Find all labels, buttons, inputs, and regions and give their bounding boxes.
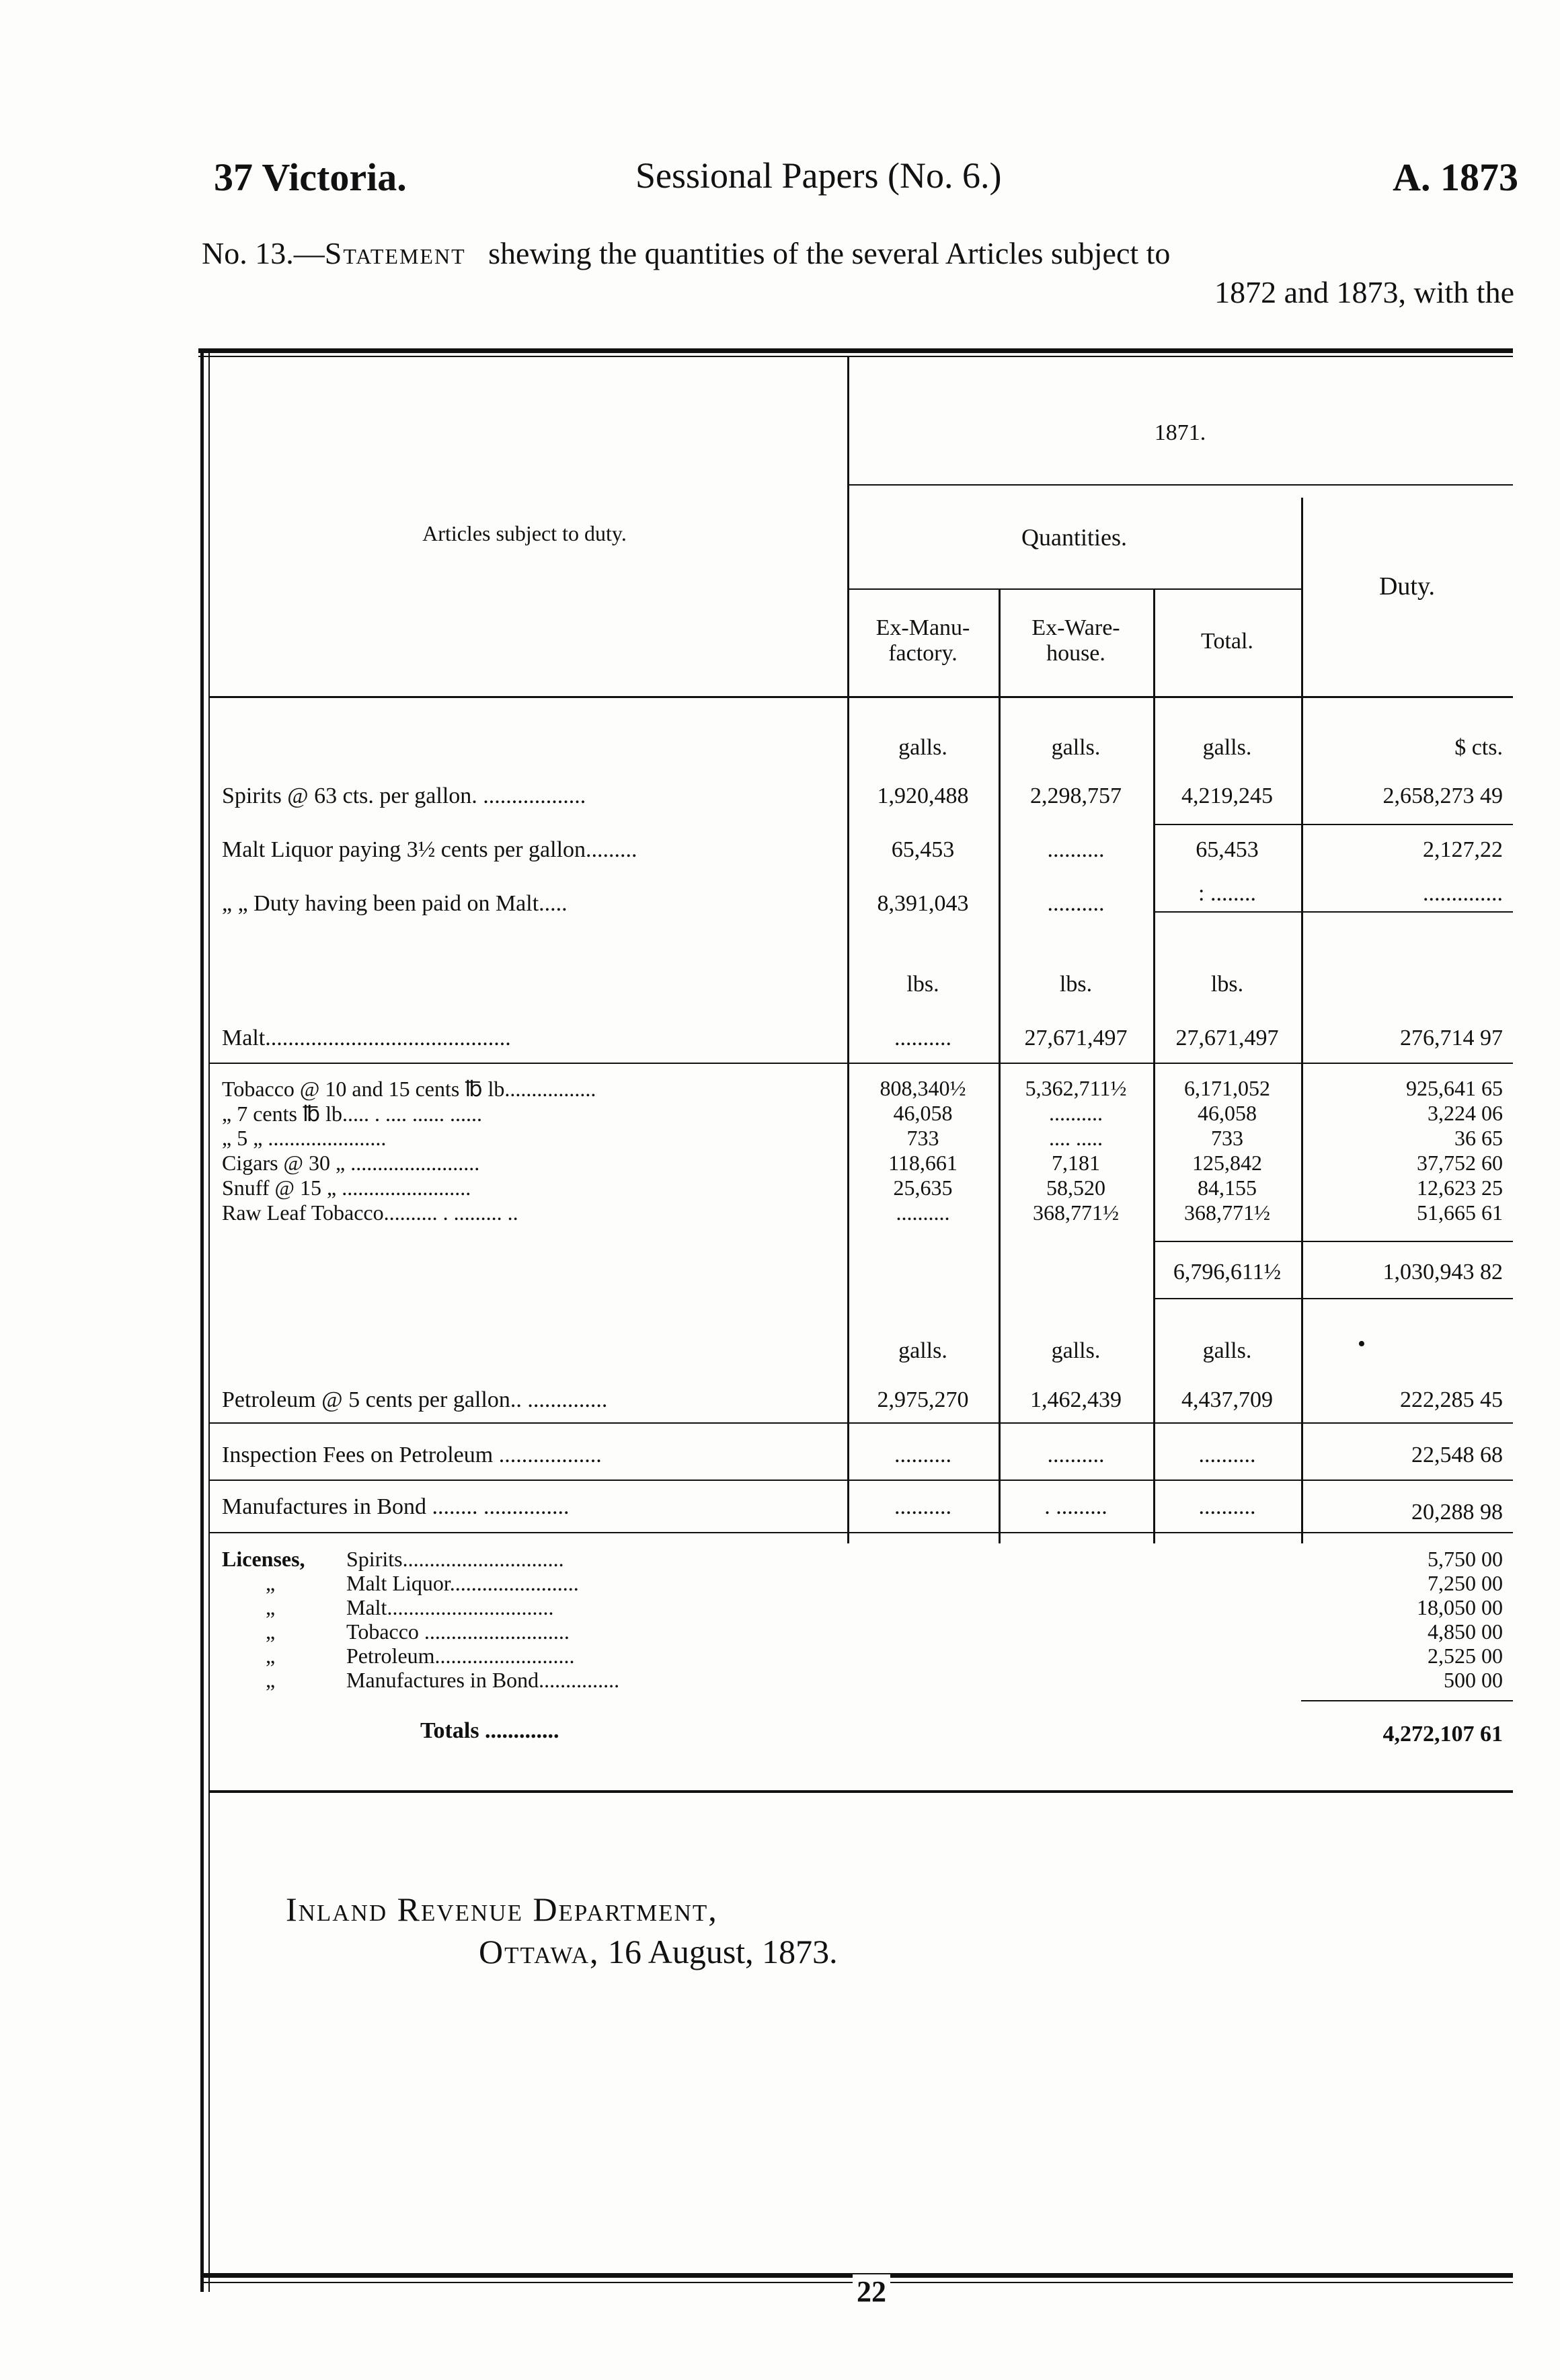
header-center: Sessional Papers (No. 6.): [635, 155, 1002, 196]
row-label-inspection: Inspection Fees on Petroleum ..................: [222, 1443, 602, 1467]
hline-licenses: [1301, 1700, 1513, 1701]
footer-date: 16 August, 1873.: [607, 1933, 838, 1970]
cell-malt-liquor-exm: 65,453: [891, 837, 955, 862]
totals-label: Totals .............: [420, 1718, 559, 1743]
table-left-border: [200, 348, 204, 2292]
cell-inspection-duty: 22,548 68: [1411, 1443, 1503, 1467]
hline-malt-liquor: [1153, 911, 1513, 913]
unit2-total: galls.: [1202, 1338, 1252, 1363]
license-prefix-2: „: [266, 1595, 276, 1619]
hline-bond: [208, 1532, 1513, 1533]
row-label-tobacco-5: „ 5 „ ......................: [222, 1126, 387, 1150]
cell-malt-liquor-total: 65,453: [1196, 837, 1259, 862]
license-duty-bond: 500 00: [1444, 1668, 1503, 1692]
cell-inspection-exm: ..........: [894, 1443, 951, 1467]
row-label-malt: Malt...........................................: [222, 1026, 511, 1050]
caption-statement: Statement: [324, 236, 466, 270]
row-label-malt-liquor: Malt Liquor paying 3½ cents per gallon.........: [222, 837, 637, 862]
cell-petroleum-exw: 1,462,439: [1030, 1387, 1122, 1412]
license-prefix-4: „: [266, 1644, 276, 1668]
cell-cigars-total: 125,842: [1192, 1151, 1262, 1175]
license-duty-petroleum: 2,525 00: [1428, 1644, 1503, 1668]
cell-raw-leaf-exw: 368,771½: [1033, 1200, 1119, 1225]
cell-cigars-exw: 7,181: [1052, 1151, 1100, 1175]
unit-lbs-total: lbs.: [1210, 972, 1244, 997]
footer-department: Inland Revenue Department,: [286, 1890, 718, 1928]
cell-petroleum-duty: 222,285 45: [1400, 1387, 1503, 1412]
cell-tobacco-duty-total: 1,030,943 82: [1382, 1260, 1503, 1284]
ex-manufactory-line2: factory.: [888, 641, 958, 666]
unit2-duty-mark: •: [1358, 1332, 1366, 1356]
year-header: 1871.: [1154, 420, 1206, 445]
caption-line1: [202, 235, 1170, 271]
license-duty-spirits: 5,750 00: [1428, 1547, 1503, 1571]
cell-bond-exm: ..........: [894, 1494, 951, 1519]
cell-snuff-exm: 25,635: [893, 1176, 953, 1200]
hline-tobacco-sum: [1153, 1241, 1513, 1242]
hline-quantities: [847, 588, 1301, 590]
ex-manufactory-header: [847, 615, 999, 666]
caption-line2: 1872 and 1873, with the: [1214, 275, 1514, 309]
cell-malt-exw: 27,671,497: [1024, 1026, 1128, 1050]
unit-total: galls.: [1202, 735, 1252, 760]
license-duty-tobacco: 4,850 00: [1428, 1619, 1503, 1644]
footer-place-date: [479, 1932, 838, 1971]
col-divider-duty: [1301, 498, 1303, 1543]
cell-malt-liquor2-duty: ..............: [1423, 881, 1503, 906]
row-label-malt-liquor-duty-paid: „ „ Duty having been paid on Malt.....: [222, 891, 568, 916]
hline-petroleum: [208, 1422, 1513, 1424]
license-prefix-3: „: [266, 1619, 276, 1644]
cell-raw-leaf-total: 368,771½: [1184, 1200, 1270, 1225]
hline-header-bottom: [208, 696, 1513, 698]
cell-tob3-exm: 733: [906, 1126, 939, 1150]
row-label-tobacco-10-15: Tobacco @ 10 and 15 cents ℔ lb.................: [222, 1077, 596, 1101]
cell-malt-exm: ..........: [894, 1026, 951, 1050]
cell-tob3-exw: .... .....: [1049, 1126, 1103, 1150]
license-label-tobacco: Tobacco ...........................: [346, 1619, 570, 1644]
cell-tob1-duty: 925,641 65: [1406, 1076, 1503, 1100]
cell-spirits-exm: 1,920,488: [877, 783, 969, 808]
table-left-border-thin: [208, 348, 210, 2292]
cell-spirits-exw: 2,298,757: [1030, 783, 1122, 808]
cell-bond-exw: . .........: [1044, 1494, 1107, 1519]
totals-duty: 4,272,107 61: [1382, 1722, 1503, 1746]
cell-tob1-exw: 5,362,711½: [1025, 1076, 1127, 1100]
unit2-exw: galls.: [1051, 1338, 1101, 1363]
page-number: 22: [853, 2274, 890, 2309]
cell-tob2-total: 46,058: [1198, 1101, 1257, 1125]
license-label-bond: Manufactures in Bond...............: [346, 1668, 620, 1692]
table-top-rule: [198, 348, 1513, 353]
hline-malt: [208, 1063, 1513, 1064]
license-duty-malt-liquor: 7,250 00: [1428, 1571, 1503, 1595]
ex-warehouse-line1: Ex-Ware-: [1031, 615, 1120, 640]
duty-header: Duty.: [1378, 572, 1436, 601]
hline-table-bottom: [208, 1790, 1513, 1793]
cell-snuff-total: 84,155: [1198, 1176, 1257, 1200]
unit-lbs-exw: lbs.: [1059, 972, 1093, 997]
license-prefix-1: „: [266, 1571, 276, 1595]
cell-malt-total: 27,671,497: [1175, 1026, 1279, 1050]
cell-tob1-exm: 808,340½: [880, 1076, 966, 1100]
cell-malt-duty: 276,714 97: [1400, 1026, 1503, 1050]
license-label-malt: Malt...............................: [346, 1595, 554, 1619]
col-articles-header: Articles subject to duty.: [422, 521, 627, 545]
row-label-petroleum: Petroleum @ 5 cents per gallon.. ..............: [222, 1387, 608, 1412]
row-label-cigars: Cigars @ 30 „ ........................: [222, 1151, 480, 1175]
ex-warehouse-line2: house.: [1046, 641, 1105, 666]
cell-malt-liquor-duty: 2,127,22: [1423, 837, 1503, 862]
unit2-exm: galls.: [898, 1338, 947, 1363]
unit-exm: galls.: [898, 735, 947, 760]
cell-spirits-total: 4,219,245: [1181, 783, 1273, 808]
cell-petroleum-total: 4,437,709: [1181, 1387, 1273, 1412]
hline-spirits: [1153, 824, 1513, 825]
cell-raw-leaf-duty: 51,665 61: [1417, 1200, 1503, 1225]
unit-lbs-exm: lbs.: [906, 972, 939, 997]
license-prefix-5: „: [266, 1668, 276, 1692]
footer-place: Ottawa,: [479, 1933, 600, 1970]
cell-tob2-exw: ..........: [1049, 1101, 1103, 1125]
hline-tobacco-total: [1153, 1298, 1513, 1299]
cell-tob3-duty: 36 65: [1454, 1126, 1503, 1150]
license-label-malt-liquor: Malt Liquor........................: [346, 1571, 579, 1595]
cell-tob1-total: 6,171,052: [1184, 1076, 1270, 1100]
cell-tobacco-total: 6,796,611½: [1173, 1260, 1282, 1284]
license-label-petroleum: Petroleum..........................: [346, 1644, 575, 1668]
cell-cigars-exm: 118,661: [888, 1151, 958, 1175]
cell-bond-duty: 20,288 98: [1411, 1500, 1503, 1525]
cell-spirits-duty: 2,658,273 49: [1382, 783, 1503, 808]
cell-malt-liquor-exw: ..........: [1047, 837, 1105, 862]
header-right: A. 1873: [1393, 155, 1518, 199]
hline-inspection: [208, 1480, 1513, 1481]
row-label-raw-leaf: Raw Leaf Tobacco.......... . ......... ..: [222, 1200, 518, 1225]
cell-tob2-duty: 3,224 06: [1428, 1101, 1503, 1125]
cell-malt-liquor2-exw: ..........: [1047, 891, 1105, 916]
cell-petroleum-exm: 2,975,270: [877, 1387, 969, 1412]
cell-tob3-total: 733: [1211, 1126, 1243, 1150]
hline-year: [847, 484, 1513, 486]
caption-prefix: No. 13.—: [202, 236, 325, 270]
license-label-spirits: Spirits..............................: [346, 1547, 564, 1571]
unit-exw: galls.: [1051, 735, 1101, 760]
cell-inspection-total: ..........: [1198, 1443, 1256, 1467]
cell-snuff-duty: 12,623 25: [1417, 1176, 1503, 1200]
row-label-manufactures-bond: Manufactures in Bond ........ ...............: [222, 1494, 570, 1519]
caption-rest: shewing the quantities of the several Articles subject to: [488, 236, 1171, 270]
cell-inspection-exw: ..........: [1047, 1443, 1105, 1467]
cell-malt-liquor2-exm: 8,391,043: [877, 891, 969, 916]
total-header: Total.: [1201, 629, 1253, 654]
quantities-header: Quantities.: [1021, 524, 1127, 551]
ex-warehouse-header: [999, 615, 1153, 666]
table-top-rule-thin: [198, 356, 1513, 357]
row-label-snuff: Snuff @ 15 „ ........................: [222, 1176, 471, 1200]
ex-manufactory-line1: Ex-Manu-: [875, 615, 970, 640]
unit-duty: $ cts.: [1454, 735, 1503, 760]
cell-bond-total: ..........: [1198, 1494, 1256, 1519]
cell-cigars-duty: 37,752 60: [1417, 1151, 1503, 1175]
cell-snuff-exw: 58,520: [1046, 1176, 1105, 1200]
cell-raw-leaf-exm: ..........: [896, 1200, 950, 1225]
row-label-tobacco-7: „ 7 cents ℔ lb..... . .... ...... ......: [222, 1102, 483, 1126]
licenses-heading: Licenses,: [222, 1547, 305, 1571]
row-label-spirits: Spirits @ 63 cts. per gallon. ..................: [222, 783, 586, 808]
cell-tob2-exm: 46,058: [893, 1101, 953, 1125]
license-duty-malt: 18,050 00: [1417, 1595, 1503, 1619]
header-left: 37 Victoria.: [214, 155, 407, 199]
cell-malt-liquor2-total: : ........: [1198, 881, 1256, 906]
